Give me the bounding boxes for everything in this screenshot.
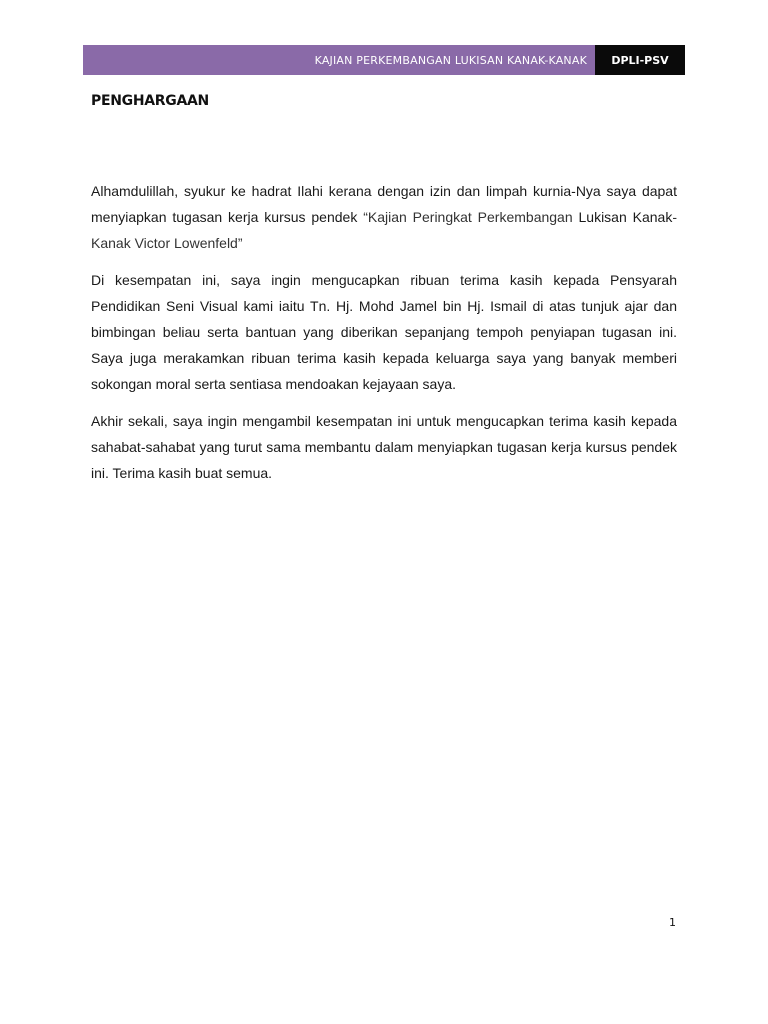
header-course-code: DPLI-PSV bbox=[595, 45, 685, 75]
page-header bbox=[83, 45, 685, 75]
paragraph-1 bbox=[91, 178, 677, 256]
paragraph-3: Akhir sekali, saya ingin mengambil kesempatan ini untuk mengucapkan terima kasih kepada sahabat-sahabat yang turut sama membantu dalam menyiapkan tugasan kerja kursus pendek ini. Terima kasih buat semua. bbox=[91, 413, 677, 481]
page-number: 1 bbox=[669, 916, 676, 929]
paragraph-1-quote-start: “Kajian Peringkat Perkembangan bbox=[363, 209, 579, 225]
paragraph-1-quote-end: -Kanak Victor Lowenfeld” bbox=[91, 209, 677, 251]
page-title: PENGHARGAAN bbox=[91, 93, 209, 109]
document-body bbox=[91, 178, 677, 497]
paragraph-1-text: Alhamdulillah, syukur ke hadrat Ilahi kerana dengan izin dan limpah kurnia-Nya saya dapat menyiapkan tugasan kerja kursus pendek bbox=[91, 183, 677, 225]
header-title: KAJIAN PERKEMBANGAN LUKISAN KANAK-KANAK bbox=[83, 45, 595, 75]
paragraph-2: Di kesempatan ini, saya ingin mengucapkan ribuan terima kasih kepada Pensyarah Pendidikan Seni Visual kami iaitu Tn. Hj. Mohd Jamel bin Hj. Ismail di atas tunjuk ajar dan bimbingan beliau serta bantuan yang diberikan sepanjang tempoh penyiapan tugasan ini. Saya juga merakamkan ribuan terima kasih kepada keluarga saya yang banyak memberi sokongan moral serta sentiasa mendoakan kejayaan saya. bbox=[91, 272, 677, 392]
paragraph-1-quote-mid: Lukisan Kanak bbox=[578, 209, 673, 225]
